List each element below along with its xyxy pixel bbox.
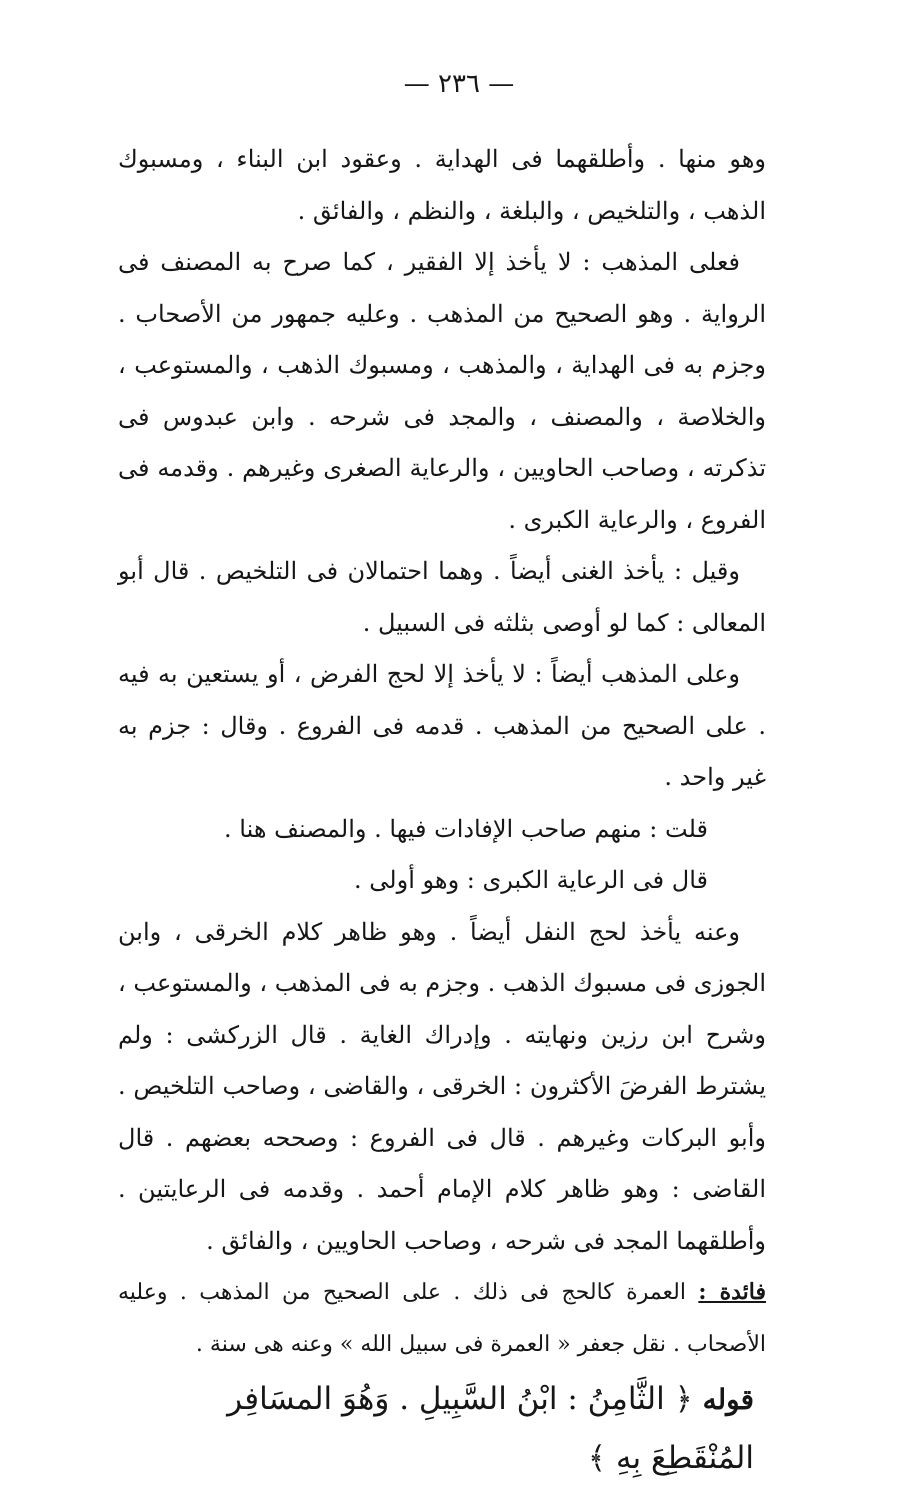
- note-label: فائدة :: [698, 1279, 766, 1305]
- section-heading: [118, 1370, 766, 1487]
- paragraph-4: وعلى المذهب أيضاً : لا يأخذ إلا لحج الفرض ، أو يستعين به فيه . على الصحيح من المذهب . قدمه فى الفروع . وقال : جزم به غير واحد .: [118, 660, 766, 791]
- paragraph-7: وعنه يأخذ لحج النفل أيضاً . وهو ظاهر كلام الخرقى ، وابن الجوزى فى مسبوك الذهب . وجزم به فى المذهب ، والمستوعب ، وشرح ابن رزين ونهايته . وإدراك الغاية . قال الزركشى : ولم يشترط الفرضَ الأكثرون : الخرقى ، والقاضى ، وصاحب التلخيص . وأبو البركات وغيرهم . قال فى الفروع : وصححه بعضهم . قال القاضى : وهو ظاهر كلام الإمام أحمد . وقدمه فى الرعايتين . وأطلقهما المجد فى شرحه ، وصاحب الحاويين ، والفائق .: [118, 917, 766, 1255]
- paragraph-1: وهو منها . وأطلقهما فى الهداية . وعقود ابن البناء ، ومسبوك الذهب ، والتلخيص ، والبلغة ، والنظم ، والفائق .: [118, 145, 766, 225]
- heading-text: ﴿ الثَّامِنُ : ابْنُ السَّبِيلِ . وَهُوَ المسَافِر المُنْقَطِعَ بِهِ ﴾: [227, 1381, 754, 1476]
- paragraph-2: فعلى المذهب : لا يأخذ إلا الفقير ، كما صرح به المصنف فى الرواية . وهو الصحيح من المذهب . وعليه جمهور من الأصحاب . وجزم به فى الهداية ، والمذهب ، ومسبوك الذهب ، والمستوعب ، والخلاصة ، والمصنف ، والمجد فى شرحه . وابن عبدوس فى تذكرته ، وصاحب الحاويين ، والرعاية الصغرى وغيرهم . وقدمه فى الفروع ، والرعاية الكبرى .: [118, 248, 766, 534]
- paragraph-5: قلت : منهم صاحب الإفادات فيها . والمصنف هنا .: [224, 814, 708, 843]
- note-paragraph: [118, 1267, 766, 1370]
- paragraph-6: قال فى الرعاية الكبرى : وهو أولى .: [354, 866, 708, 894]
- page-body: [118, 134, 766, 1487]
- heading-intro: قوله: [702, 1383, 754, 1416]
- note-text: العمرة كالحج فى ذلك . على الصحيح من المذهب . وعليه الأصحاب . نقل جعفر « العمرة فى سبيل الله » وعنه هى سنة .: [118, 1280, 766, 1357]
- page-number: — ٢٣٦ —: [403, 69, 515, 99]
- paragraph-3: وقيل : يأخذ الغنى أيضاً . وهما احتمالان فى التلخيص . قال أبو المعالى : كما لو أوصى بثلثه فى السبيل .: [118, 557, 766, 637]
